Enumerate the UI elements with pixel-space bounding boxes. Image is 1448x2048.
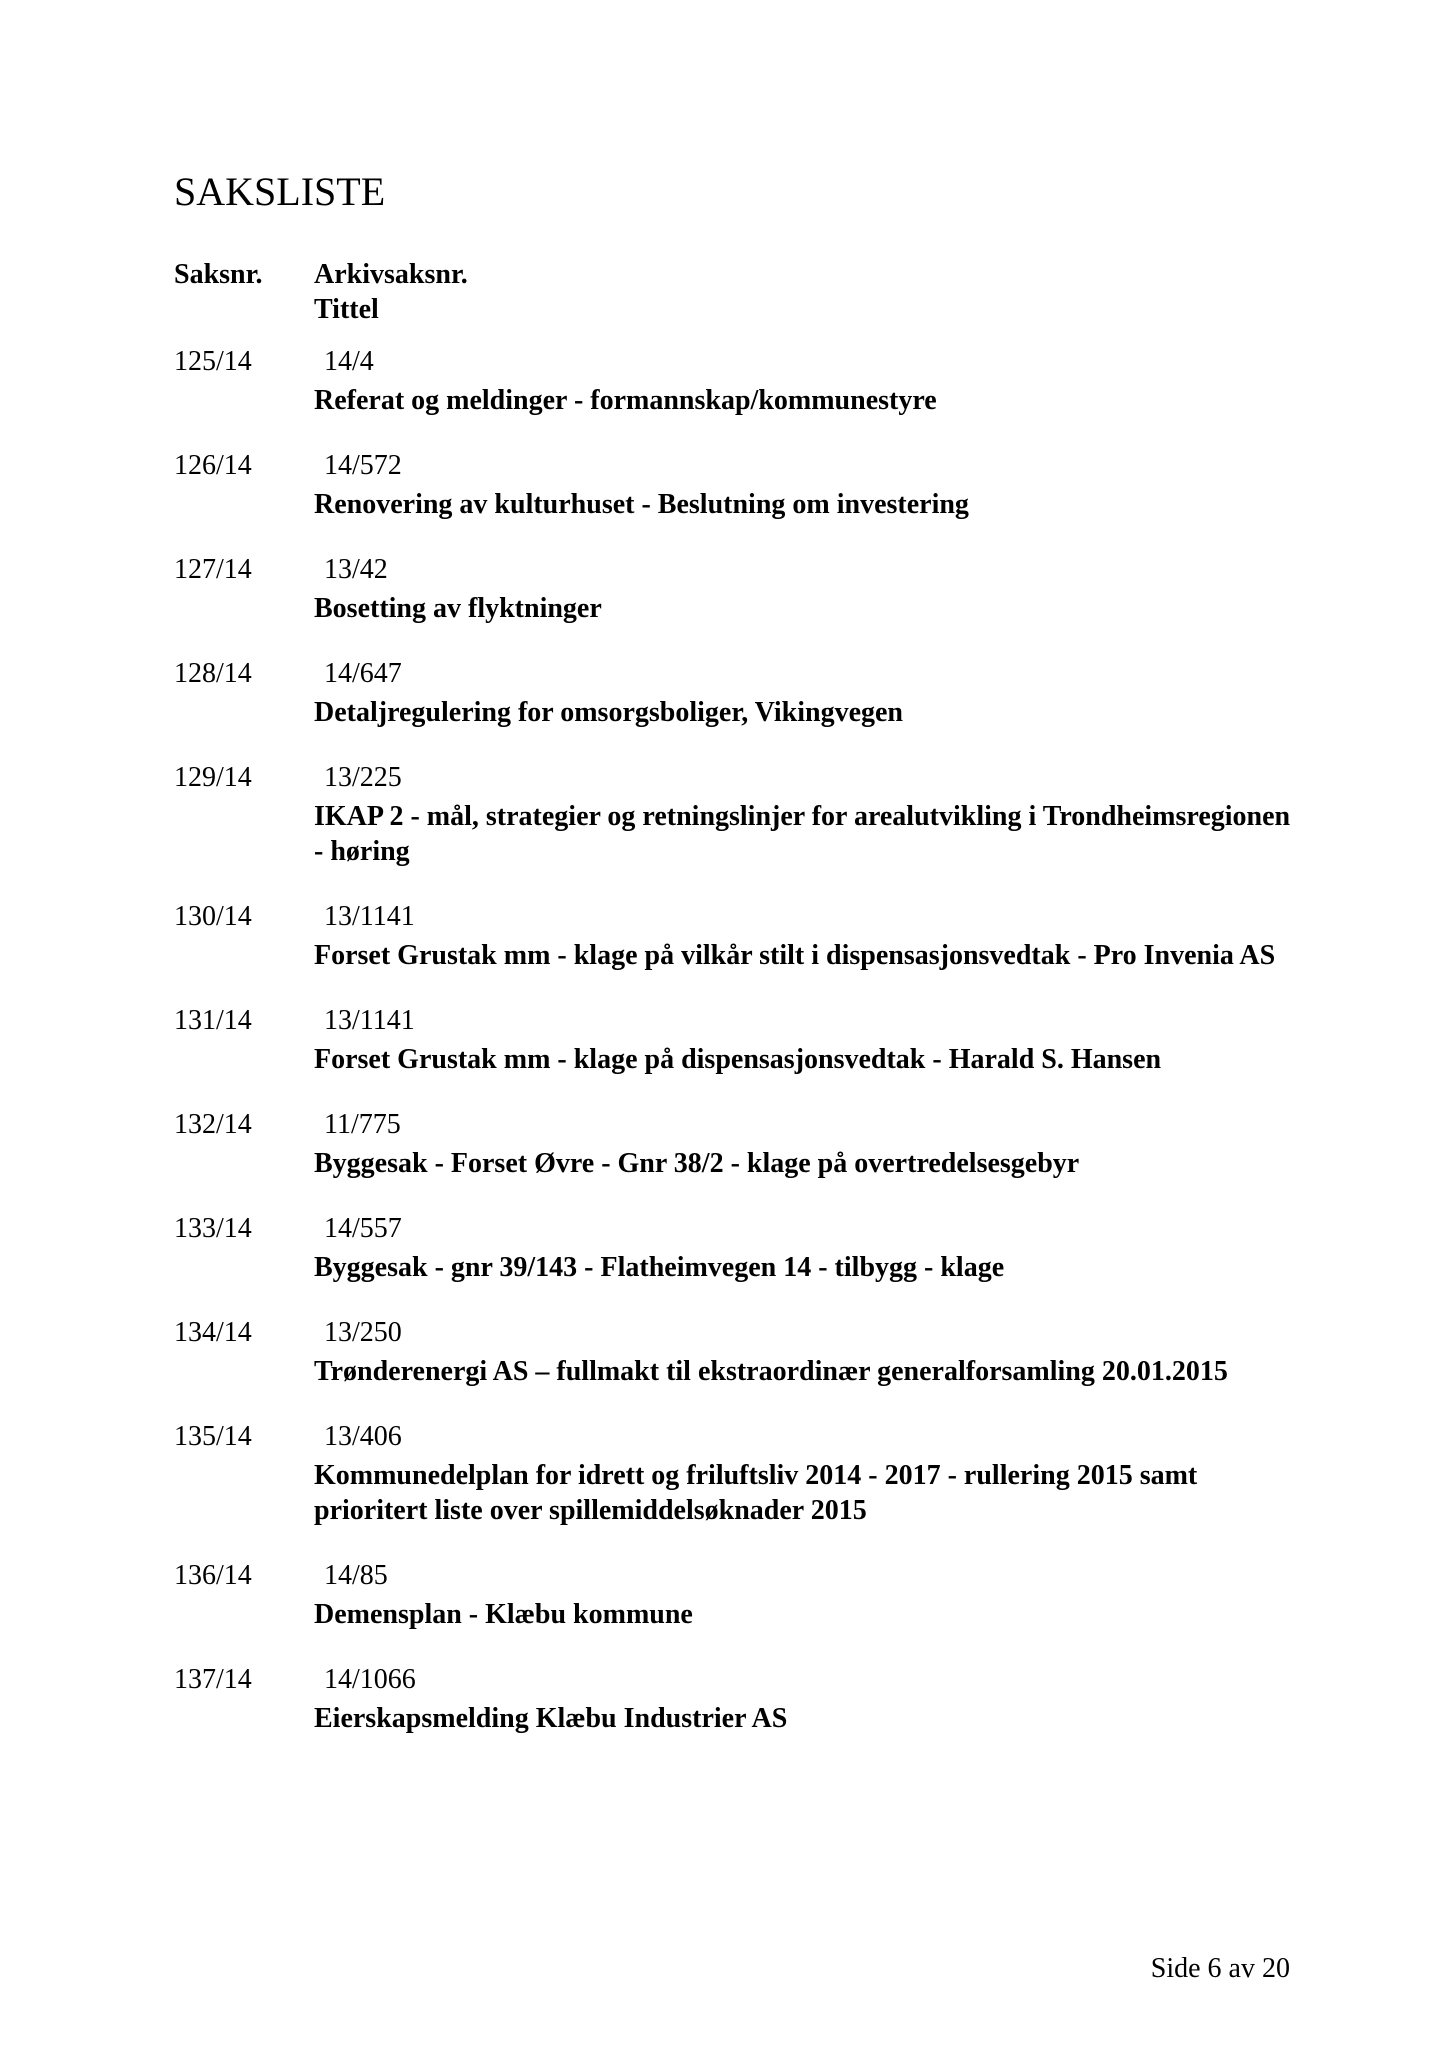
case-title: Kommunedelplan for idrett og friluftsliv 2014 - 2017 - rullering 2015 samt prioritert liste over spillemiddelsøknader 2015 bbox=[314, 1460, 1198, 1526]
case-saksnr: 132/14 bbox=[174, 1109, 252, 1140]
case-arkivsaksnr: 14/4 bbox=[324, 346, 374, 377]
case-item bbox=[174, 1666, 1304, 1736]
case-saksnr: 136/14 bbox=[174, 1560, 252, 1591]
case-item bbox=[174, 1423, 1304, 1528]
case-arkivsaksnr: 13/406 bbox=[324, 1421, 402, 1452]
case-item bbox=[174, 348, 1304, 418]
case-saksnr: 133/14 bbox=[174, 1213, 252, 1244]
case-title: Referat og meldinger - formannskap/kommunestyre bbox=[314, 385, 937, 416]
case-arkivsaksnr: 14/85 bbox=[324, 1560, 388, 1591]
case-item bbox=[174, 452, 1304, 522]
case-saksnr: 134/14 bbox=[174, 1317, 252, 1348]
case-arkivsaksnr: 13/1141 bbox=[324, 901, 415, 932]
case-item bbox=[174, 1007, 1304, 1077]
case-arkivsaksnr: 13/225 bbox=[324, 762, 402, 793]
case-arkivsaksnr: 14/557 bbox=[324, 1213, 402, 1244]
case-arkivsaksnr: 14/647 bbox=[324, 658, 402, 689]
column-header-arkivsaksnr: Arkivsaksnr. bbox=[314, 259, 468, 290]
case-title: Trønderenergi AS – fullmakt til ekstraordinær generalforsamling 20.01.2015 bbox=[314, 1356, 1228, 1387]
case-arkivsaksnr: 13/1141 bbox=[324, 1005, 415, 1036]
case-saksnr: 129/14 bbox=[174, 762, 252, 793]
case-item bbox=[174, 556, 1304, 626]
case-title: Renovering av kulturhuset - Beslutning om investering bbox=[314, 489, 969, 520]
case-saksnr: 125/14 bbox=[174, 346, 252, 377]
case-title: Forset Grustak mm - klage på vilkår stilt i dispensasjonsvedtak - Pro Invenia AS bbox=[314, 940, 1276, 971]
case-item bbox=[174, 764, 1304, 869]
column-header-saksnr: Saksnr. bbox=[174, 259, 263, 290]
case-title: Detaljregulering for omsorgsboliger, Vikingvegen bbox=[314, 697, 903, 728]
case-saksnr: 130/14 bbox=[174, 901, 252, 932]
case-item bbox=[174, 660, 1304, 730]
case-title: IKAP 2 - mål, strategier og retningslinjer for arealutvikling i Trondheimsregionen - høring bbox=[314, 801, 1291, 867]
case-saksnr: 131/14 bbox=[174, 1005, 252, 1036]
case-title: Demensplan - Klæbu kommune bbox=[314, 1599, 693, 1630]
case-title: Eierskapsmelding Klæbu Industrier AS bbox=[314, 1703, 788, 1734]
case-item bbox=[174, 1562, 1304, 1632]
case-title: Forset Grustak mm - klage på dispensasjonsvedtak - Harald S. Hansen bbox=[314, 1044, 1162, 1075]
case-saksnr: 128/14 bbox=[174, 658, 252, 689]
case-saksnr: 135/14 bbox=[174, 1421, 252, 1452]
page-title: SAKSLISTE bbox=[174, 169, 386, 214]
case-arkivsaksnr: 13/250 bbox=[324, 1317, 402, 1348]
page-number: Side 6 av 20 bbox=[1150, 1953, 1290, 1984]
case-arkivsaksnr: 14/572 bbox=[324, 450, 402, 481]
case-title: Byggesak - gnr 39/143 - Flatheimvegen 14 - tilbygg - klage bbox=[314, 1252, 1005, 1283]
case-saksnr: 126/14 bbox=[174, 450, 252, 481]
case-arkivsaksnr: 14/1066 bbox=[324, 1664, 416, 1695]
case-saksnr: 127/14 bbox=[174, 554, 252, 585]
case-saksnr: 137/14 bbox=[174, 1664, 252, 1695]
case-title: Byggesak - Forset Øvre - Gnr 38/2 - klage på overtredelsesgebyr bbox=[314, 1148, 1080, 1179]
case-item bbox=[174, 1215, 1304, 1285]
column-header-tittel: Tittel bbox=[314, 294, 379, 325]
case-item bbox=[174, 1319, 1304, 1389]
case-title: Bosetting av flyktninger bbox=[314, 593, 602, 624]
case-item bbox=[174, 1111, 1304, 1181]
case-arkivsaksnr: 13/42 bbox=[324, 554, 388, 585]
case-item bbox=[174, 903, 1304, 973]
case-arkivsaksnr: 11/775 bbox=[324, 1109, 401, 1140]
